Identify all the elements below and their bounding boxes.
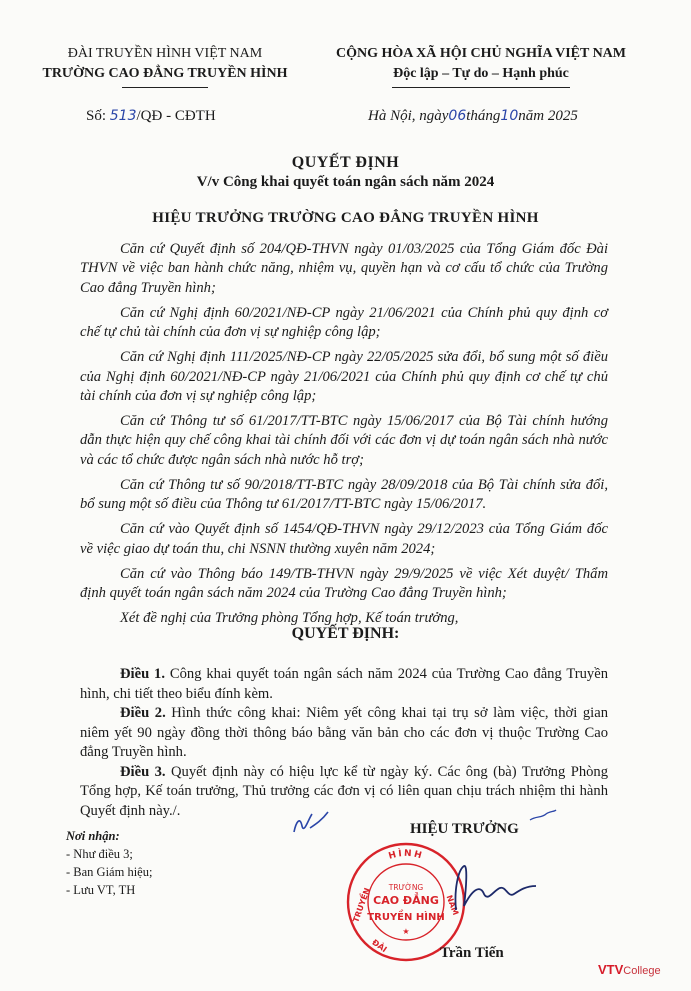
svg-text:NAM: NAM xyxy=(444,893,461,917)
svg-text:CAO ĐẲNG: CAO ĐẲNG xyxy=(373,894,439,907)
issuing-authority: HIỆU TRƯỞNG TRƯỜNG CAO ĐẲNG TRUYỀN HÌNH xyxy=(152,210,539,226)
document-subject: V/v Công khai quyết toán ngân sách năm 2024 xyxy=(196,174,495,190)
watermark-logo: VTVCollege xyxy=(598,962,661,977)
decision-heading: QUYẾT ĐỊNH: xyxy=(291,625,400,642)
recipient-item: - Lưu VT, TH xyxy=(66,883,136,897)
handwritten-day: 06 xyxy=(448,108,467,124)
issuing-school: TRƯỜNG CAO ĐẲNG TRUYỀN HÌNH xyxy=(42,66,288,81)
basis-item: Căn cứ vào Thông báo 149/TB-THVN ngày 29/9/2025 về việc Xét duyệt/ Thẩm định quyết toán ngân sách năm 2024 của Trường Cao đẳng Truyền hình; xyxy=(80,565,608,602)
handwritten-number: 513 xyxy=(109,108,137,124)
signer-title: HIỆU TRƯỞNG xyxy=(410,821,519,837)
legal-basis xyxy=(80,240,608,634)
basis-item: Xét đề nghị của Trưởng phòng Tổng hợp, Kế toán trưởng, xyxy=(120,610,459,627)
parent-agency: ĐÀI TRUYỀN HÌNH VIỆT NAM xyxy=(67,46,263,61)
header-left-underline xyxy=(122,87,208,88)
article-2: Điều 2. Hình thức công khai: Niêm yết công khai tại trụ sở làm việc, thời gian niêm yết 90 ngày đồng thời thông báo bằng văn bản cho các đơn vị thuộc Trường Cao đẳng Truyền hình. xyxy=(80,705,608,760)
recipients-block xyxy=(66,827,152,899)
country-name: CỘNG HÒA XÃ HỘI CHỦ NGHĨA VIỆT NAM xyxy=(335,46,626,61)
agency-header xyxy=(22,44,308,88)
svg-text:ĐÀI: ĐÀI xyxy=(370,937,389,955)
basis-item: Căn cứ Nghị định 60/2021/NĐ-CP ngày 21/06/2021 của Chính phủ quy định cơ chế tự chủ tài chính của đơn vị sự nghiệp công lập; xyxy=(80,304,608,341)
document-number: Số: 513/QĐ - CĐTH xyxy=(86,108,216,124)
signature-tick-icon xyxy=(528,806,558,826)
handwritten-month: 10 xyxy=(500,108,519,124)
svg-text:★: ★ xyxy=(402,927,410,936)
basis-item: Căn cứ Quyết định số 204/QĐ-THVN ngày 01/03/2025 của Tổng Giám đốc Đài THVN về việc ban hành chức năng, nhiệm vụ, quyền hạn và cơ cấu tổ chức của Trường Cao đẳng Truyền hình; xyxy=(80,241,608,296)
basis-item: Căn cứ Thông tư số 90/2018/TT-BTC ngày 28/09/2018 của Bộ Tài chính sửa đổi, bổ sung một số điều của Thông tư 61/2017/TT-BTC ngày 15/06/2017. xyxy=(80,476,608,513)
issue-date: Hà Nội, ngày06tháng10năm 2025 xyxy=(368,108,578,124)
svg-text:TRUYỀN HÌNH: TRUYỀN HÌNH xyxy=(367,912,445,923)
signer-name: Trần Tiến xyxy=(440,945,504,961)
handwritten-signature-icon xyxy=(450,860,540,920)
header-right-underline xyxy=(392,87,570,88)
basis-item: Căn cứ vào Quyết định số 1454/QĐ-THVN ngày 29/12/2023 của Tổng Giám đốc về việc giao dự toán thu, chi NSNN thường xuyên năm 2024; xyxy=(80,521,608,557)
basis-item: Căn cứ Nghị định 111/2025/NĐ-CP ngày 22/05/2025 sửa đổi, bổ sung một số điều của Nghị định 60/2021/NĐ-CP ngày 21/06/2021 của Chính phủ quy định cơ chế tự chủ tài chính của đơn vị sự nghiệp công lập; xyxy=(80,349,608,405)
document-type-title: QUYẾT ĐỊNH xyxy=(291,154,400,171)
article-1: Điều 1. Công khai quyết toán ngân sách năm 2024 của Trường Cao đẳng Truyền hình, chi tiết theo biểu đính kèm. xyxy=(80,666,608,702)
initial-mark-icon xyxy=(288,808,332,840)
basis-item: Căn cứ Thông tư số 61/2017/TT-BTC ngày 15/06/2017 của Bộ Tài chính hướng dẫn thực hiện quy chế công khai tài chính đối với các đơn vị dự toán ngân sách nhà nước và các tổ chức được ngân sách nhà nước hỗ trợ; xyxy=(80,413,608,468)
recipient-item: - Như điều 3; xyxy=(66,847,133,861)
recipients-title: Nơi nhận: xyxy=(66,829,120,843)
svg-text:TRƯỜNG: TRƯỜNG xyxy=(388,883,424,892)
article-3: Điều 3. Quyết định này có hiệu lực kể từ ngày ký. Các ông (bà) Trưởng Phòng Tổng hợp, Kế toán trưởng, Thủ trưởng các đơn vị có liên quan chịu trách nhiệm thi hành Quyết định này./. xyxy=(80,763,609,819)
articles xyxy=(80,665,608,821)
svg-text:TRUYỀN: TRUYỀN xyxy=(351,886,373,924)
national-motto: Độc lập – Tự do – Hạnh phúc xyxy=(393,66,569,81)
recipient-item: - Ban Giám hiệu; xyxy=(66,865,153,879)
svg-text:HÌNH: HÌNH xyxy=(387,848,425,862)
national-header xyxy=(312,44,650,88)
